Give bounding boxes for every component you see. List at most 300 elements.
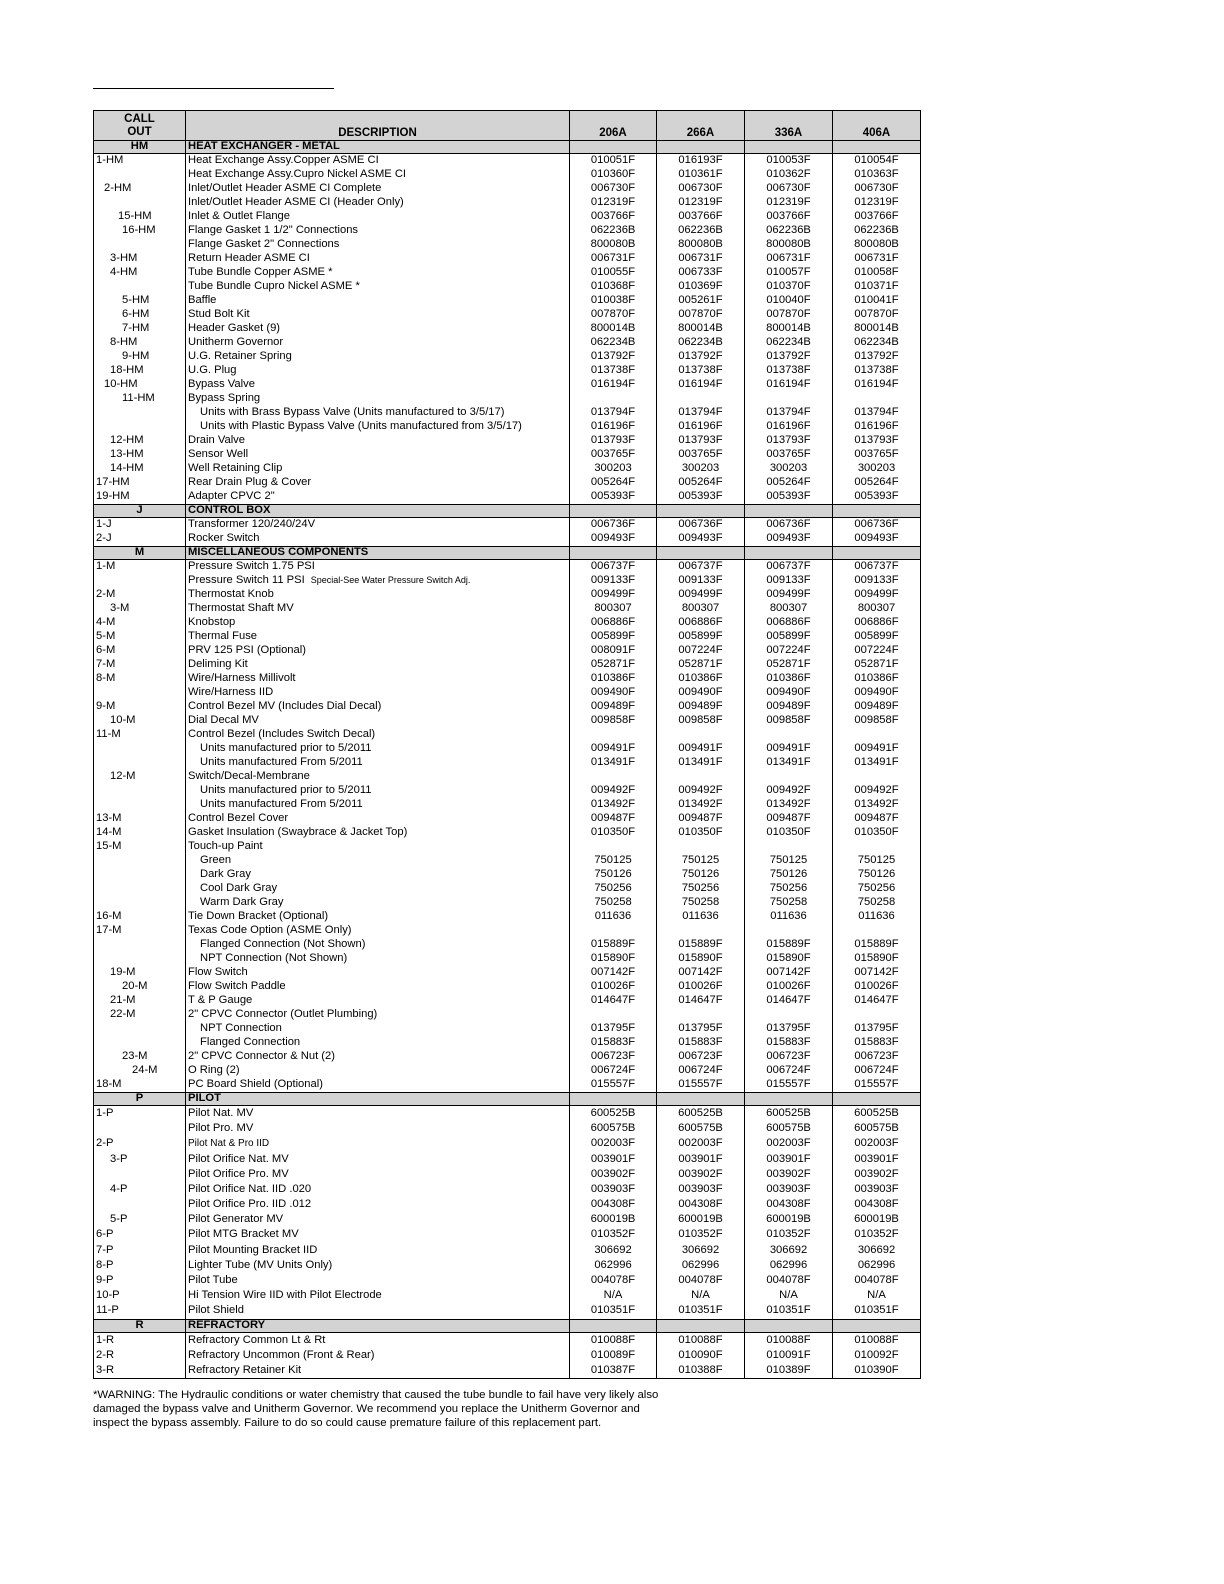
part-description: Lighter Tube (MV Units Only) bbox=[188, 1258, 333, 1271]
description-cell bbox=[186, 602, 570, 616]
part-number-206a: 015890F bbox=[570, 952, 657, 966]
part-number-406a: 306692 bbox=[833, 1243, 921, 1258]
call-out-code: 4-HM bbox=[110, 266, 138, 279]
part-description: Pilot Nat & Pro IID bbox=[188, 1138, 270, 1150]
call-out-code: 15-M bbox=[96, 840, 122, 853]
part-number-206a: 750126 bbox=[570, 868, 657, 882]
part-number-266a: 004078F bbox=[657, 1273, 745, 1288]
description-cell bbox=[186, 1197, 570, 1212]
part-description: 2" CPVC Connector & Nut (2) bbox=[188, 1050, 335, 1063]
part-number-406a: 062234B bbox=[833, 336, 921, 350]
part-description: Transformer 120/240/24V bbox=[188, 518, 316, 531]
part-number-206a: 015557F bbox=[570, 1078, 657, 1093]
call-out-code: 12-HM bbox=[110, 434, 144, 447]
table-row bbox=[94, 238, 921, 252]
part-number-206a bbox=[570, 770, 657, 784]
part-number-406a: 010054F bbox=[833, 154, 921, 169]
description-cell bbox=[186, 1228, 570, 1243]
call-out-cell bbox=[94, 1136, 186, 1151]
part-number-266a: 014647F bbox=[657, 994, 745, 1008]
part-number-406a bbox=[833, 728, 921, 742]
part-number-406a: 750258 bbox=[833, 896, 921, 910]
part-number-206a: 600019B bbox=[570, 1212, 657, 1227]
call-out-cell bbox=[94, 980, 186, 994]
part-description: Control Bezel Cover bbox=[188, 812, 289, 825]
part-number-206a: 006731F bbox=[570, 252, 657, 266]
call-out-header-line1: CALL bbox=[124, 113, 155, 125]
part-number-266a: 009490F bbox=[657, 686, 745, 700]
part-number-266a: 006724F bbox=[657, 1064, 745, 1078]
part-description: Green bbox=[200, 854, 232, 867]
description-cell bbox=[186, 630, 570, 644]
description-cell bbox=[186, 294, 570, 308]
table-row bbox=[94, 966, 921, 980]
call-out-header bbox=[94, 111, 186, 141]
part-number-336a bbox=[745, 840, 833, 854]
part-number-406a: 600575B bbox=[833, 1121, 921, 1136]
part-number-336a: 006724F bbox=[745, 1064, 833, 1078]
call-out-cell bbox=[94, 770, 186, 784]
part-description: Header Gasket (9) bbox=[188, 322, 281, 335]
part-number-406a: 003766F bbox=[833, 210, 921, 224]
call-out-cell bbox=[94, 406, 186, 420]
part-number-406a: 007142F bbox=[833, 966, 921, 980]
description-cell bbox=[186, 798, 570, 812]
table-row bbox=[94, 868, 921, 882]
part-description: Stud Bolt Kit bbox=[188, 308, 250, 321]
parts-table-body bbox=[94, 141, 921, 1379]
part-number-406a: 010058F bbox=[833, 266, 921, 280]
call-out-code: 2-P bbox=[96, 1137, 114, 1150]
part-number-206a: 010051F bbox=[570, 154, 657, 169]
part-number-206a: 306692 bbox=[570, 1243, 657, 1258]
description-header: DESCRIPTION bbox=[186, 111, 570, 141]
description-cell bbox=[186, 1212, 570, 1227]
part-number-266a: 006736F bbox=[657, 518, 745, 533]
part-number-406a: 010371F bbox=[833, 280, 921, 294]
call-out-cell bbox=[94, 1258, 186, 1273]
part-number-266a: 010361F bbox=[657, 168, 745, 182]
part-description: Pilot Pro. MV bbox=[188, 1122, 254, 1135]
part-number-206a bbox=[570, 840, 657, 854]
description-cell bbox=[186, 1064, 570, 1078]
call-out-cell bbox=[94, 476, 186, 490]
warning-line: inspect the bypass assembly. Failure to do so could cause premature failure of this replacement part. bbox=[93, 1417, 602, 1430]
part-number-406a: 015883F bbox=[833, 1036, 921, 1050]
description-cell bbox=[186, 224, 570, 238]
call-out-cell bbox=[94, 728, 186, 742]
table-row bbox=[94, 1363, 921, 1379]
section-empty-cell bbox=[745, 505, 833, 518]
table-row bbox=[94, 770, 921, 784]
part-number-206a: 013492F bbox=[570, 798, 657, 812]
table-row bbox=[94, 168, 921, 182]
part-number-266a: 009487F bbox=[657, 812, 745, 826]
part-description: Adapter CPVC 2" bbox=[188, 490, 275, 503]
part-number-406a: 013738F bbox=[833, 364, 921, 378]
part-number-406a: 013792F bbox=[833, 350, 921, 364]
call-out-cell bbox=[94, 1197, 186, 1212]
description-cell bbox=[186, 910, 570, 924]
description-cell bbox=[186, 532, 570, 547]
description-cell bbox=[186, 1136, 570, 1151]
part-description: Tube Bundle Copper ASME * bbox=[188, 266, 333, 279]
table-row bbox=[94, 714, 921, 728]
part-number-336a: 005264F bbox=[745, 476, 833, 490]
part-number-406a: 010390F bbox=[833, 1363, 921, 1379]
description-cell bbox=[186, 434, 570, 448]
part-number-336a: 015889F bbox=[745, 938, 833, 952]
call-out-cell bbox=[94, 658, 186, 672]
part-number-336a: 007870F bbox=[745, 308, 833, 322]
part-number-336a: 010088F bbox=[745, 1332, 833, 1348]
part-description: Dial Decal MV bbox=[188, 714, 259, 727]
description-cell bbox=[186, 700, 570, 714]
part-number-336a bbox=[745, 392, 833, 406]
call-out-code: 3-P bbox=[110, 1152, 128, 1165]
part-number-336a: 005899F bbox=[745, 630, 833, 644]
call-out-cell bbox=[94, 616, 186, 630]
section-empty-cell bbox=[833, 1319, 921, 1332]
call-out-cell bbox=[94, 700, 186, 714]
table-row bbox=[94, 938, 921, 952]
call-out-code: 9-HM bbox=[122, 350, 150, 363]
table-row bbox=[94, 1050, 921, 1064]
description-cell bbox=[186, 252, 570, 266]
part-description: Wire/Harness IID bbox=[188, 686, 274, 699]
part-number-336a: 750258 bbox=[745, 896, 833, 910]
part-description: Pressure Switch 1.75 PSI bbox=[188, 560, 315, 573]
part-number-406a: 015890F bbox=[833, 952, 921, 966]
description-cell bbox=[186, 392, 570, 406]
part-number-206a: 010088F bbox=[570, 1332, 657, 1348]
part-number-336a: 010026F bbox=[745, 980, 833, 994]
call-out-cell bbox=[94, 952, 186, 966]
part-description: Touch-up Paint bbox=[188, 840, 263, 853]
part-number-406a: 750256 bbox=[833, 882, 921, 896]
part-description: Flanged Connection bbox=[200, 1036, 301, 1049]
part-number-336a: 010350F bbox=[745, 826, 833, 840]
call-out-code: 14-M bbox=[96, 826, 122, 839]
part-number-336a: 010362F bbox=[745, 168, 833, 182]
call-out-cell bbox=[94, 868, 186, 882]
part-number-266a: 010351F bbox=[657, 1303, 745, 1319]
part-number-266a: 003766F bbox=[657, 210, 745, 224]
part-number-266a: 750125 bbox=[657, 854, 745, 868]
part-number-336a: 800080B bbox=[745, 238, 833, 252]
call-out-cell bbox=[94, 630, 186, 644]
part-number-206a: 010360F bbox=[570, 168, 657, 182]
part-number-336a: 300203 bbox=[745, 462, 833, 476]
part-number-266a: 006723F bbox=[657, 1050, 745, 1064]
part-number-336a: 016196F bbox=[745, 420, 833, 434]
part-number-266a: 052871F bbox=[657, 658, 745, 672]
table-row bbox=[94, 658, 921, 672]
part-number-266a: 800080B bbox=[657, 238, 745, 252]
part-number-406a: 800080B bbox=[833, 238, 921, 252]
call-out-cell bbox=[94, 756, 186, 770]
part-number-336a: 007224F bbox=[745, 644, 833, 658]
part-number-266a: 013792F bbox=[657, 350, 745, 364]
part-number-266a: 750256 bbox=[657, 882, 745, 896]
call-out-cell bbox=[94, 420, 186, 434]
part-number-266a: 013492F bbox=[657, 798, 745, 812]
table-row bbox=[94, 1152, 921, 1167]
table-row bbox=[94, 490, 921, 505]
part-number-206a: 003766F bbox=[570, 210, 657, 224]
part-number-336a: 003903F bbox=[745, 1182, 833, 1197]
part-number-406a: 014647F bbox=[833, 994, 921, 1008]
description-cell bbox=[186, 882, 570, 896]
call-out-cell bbox=[94, 448, 186, 462]
part-number-336a: 002003F bbox=[745, 1136, 833, 1151]
warning-line: damaged the bypass valve and Unitherm Governor. We recommend you replace the Unitherm Governor and bbox=[93, 1403, 640, 1416]
table-row bbox=[94, 686, 921, 700]
part-number-266a: 800307 bbox=[657, 602, 745, 616]
call-out-cell bbox=[94, 896, 186, 910]
description-cell bbox=[186, 364, 570, 378]
section-empty-cell bbox=[657, 505, 745, 518]
part-number-206a: 013794F bbox=[570, 406, 657, 420]
part-number-206a: 006724F bbox=[570, 1064, 657, 1078]
call-out-cell bbox=[94, 350, 186, 364]
part-number-406a: N/A bbox=[833, 1288, 921, 1303]
part-number-406a: 010088F bbox=[833, 1332, 921, 1348]
part-number-206a: 800014B bbox=[570, 322, 657, 336]
description-cell bbox=[186, 336, 570, 350]
part-description: Control Bezel MV (Includes Dial Decal) bbox=[188, 700, 382, 713]
part-number-406a bbox=[833, 392, 921, 406]
call-out-cell bbox=[94, 154, 186, 169]
part-description: Pilot Tube bbox=[188, 1274, 238, 1287]
part-number-406a: 005264F bbox=[833, 476, 921, 490]
part-number-406a bbox=[833, 1008, 921, 1022]
part-number-206a: 750256 bbox=[570, 882, 657, 896]
part-number-206a: 009499F bbox=[570, 588, 657, 602]
part-number-406a: 009858F bbox=[833, 714, 921, 728]
part-number-336a: 009490F bbox=[745, 686, 833, 700]
part-number-336a: 306692 bbox=[745, 1243, 833, 1258]
part-number-266a bbox=[657, 392, 745, 406]
part-number-206a bbox=[570, 924, 657, 938]
part-number-336a: 010370F bbox=[745, 280, 833, 294]
part-number-206a: 600575B bbox=[570, 1121, 657, 1136]
section-empty-cell bbox=[745, 547, 833, 560]
description-cell bbox=[186, 518, 570, 533]
table-row bbox=[94, 630, 921, 644]
call-out-code: 3-HM bbox=[110, 252, 138, 265]
part-number-266a: 010090F bbox=[657, 1348, 745, 1363]
part-number-406a: 011636 bbox=[833, 910, 921, 924]
call-out-cell bbox=[94, 574, 186, 588]
part-number-266a: 009858F bbox=[657, 714, 745, 728]
part-number-266a: 750126 bbox=[657, 868, 745, 882]
description-cell bbox=[186, 1078, 570, 1093]
part-number-336a: 015890F bbox=[745, 952, 833, 966]
part-number-406a: 600019B bbox=[833, 1212, 921, 1227]
part-number-206a: 015883F bbox=[570, 1036, 657, 1050]
part-number-206a: 016194F bbox=[570, 378, 657, 392]
call-out-cell bbox=[94, 938, 186, 952]
table-row bbox=[94, 882, 921, 896]
part-number-406a: 300203 bbox=[833, 462, 921, 476]
description-cell bbox=[186, 686, 570, 700]
part-number-336a: 010040F bbox=[745, 294, 833, 308]
table-row bbox=[94, 1243, 921, 1258]
part-number-206a: 012319F bbox=[570, 196, 657, 210]
call-out-cell bbox=[94, 308, 186, 322]
table-row bbox=[94, 1258, 921, 1273]
part-number-336a: 006730F bbox=[745, 182, 833, 196]
part-number-266a: 010388F bbox=[657, 1363, 745, 1379]
part-number-336a: 006731F bbox=[745, 252, 833, 266]
description-cell bbox=[186, 980, 570, 994]
part-number-206a: 003903F bbox=[570, 1182, 657, 1197]
part-number-206a: 011636 bbox=[570, 910, 657, 924]
part-number-406a: 016196F bbox=[833, 420, 921, 434]
part-number-266a: 009489F bbox=[657, 700, 745, 714]
description-cell bbox=[186, 378, 570, 392]
table-row bbox=[94, 350, 921, 364]
part-number-266a: 010352F bbox=[657, 1228, 745, 1243]
call-out-code: 9-P bbox=[96, 1274, 114, 1287]
section-empty-cell bbox=[657, 1093, 745, 1106]
call-out-code: 23-M bbox=[122, 1050, 148, 1063]
part-number-266a: 005899F bbox=[657, 630, 745, 644]
part-description: Inlet/Outlet Header ASME CI Complete bbox=[188, 182, 382, 195]
description-cell bbox=[186, 350, 570, 364]
part-number-266a bbox=[657, 924, 745, 938]
part-number-266a: 600575B bbox=[657, 1121, 745, 1136]
part-description: Unitherm Governor bbox=[188, 336, 284, 349]
description-cell bbox=[186, 938, 570, 952]
table-row bbox=[94, 182, 921, 196]
call-out-cell bbox=[94, 1036, 186, 1050]
part-number-406a bbox=[833, 840, 921, 854]
call-out-code: 9-M bbox=[96, 700, 116, 713]
description-cell bbox=[186, 616, 570, 630]
part-number-266a: 009493F bbox=[657, 532, 745, 547]
part-description: Pilot Orifice Pro. MV bbox=[188, 1167, 289, 1180]
part-number-336a bbox=[745, 1008, 833, 1022]
part-description: Gasket Insulation (Swaybrace & Jacket Top) bbox=[188, 826, 408, 839]
call-out-cell bbox=[94, 966, 186, 980]
part-description: Pilot MTG Bracket MV bbox=[188, 1228, 299, 1241]
call-out-cell bbox=[94, 532, 186, 547]
part-number-406a: 009489F bbox=[833, 700, 921, 714]
part-number-206a: 600525B bbox=[570, 1106, 657, 1122]
part-number-406a: 012319F bbox=[833, 196, 921, 210]
part-number-266a: 004308F bbox=[657, 1197, 745, 1212]
part-number-336a: 010389F bbox=[745, 1363, 833, 1379]
call-out-cell bbox=[94, 714, 186, 728]
part-number-336a: 004308F bbox=[745, 1197, 833, 1212]
part-number-266a: 007224F bbox=[657, 644, 745, 658]
part-description: Units manufactured From 5/2011 bbox=[200, 756, 363, 769]
part-number-406a: 007870F bbox=[833, 308, 921, 322]
call-out-code: 5-HM bbox=[122, 294, 150, 307]
table-row bbox=[94, 672, 921, 686]
part-number-336a: 003902F bbox=[745, 1167, 833, 1182]
part-description: Sensor Well bbox=[188, 448, 249, 461]
call-out-cell bbox=[94, 462, 186, 476]
table-row bbox=[94, 364, 921, 378]
part-number-336a: 003765F bbox=[745, 448, 833, 462]
part-number-336a: 004078F bbox=[745, 1273, 833, 1288]
part-number-336a: 062996 bbox=[745, 1258, 833, 1273]
part-number-406a: 009499F bbox=[833, 588, 921, 602]
description-cell bbox=[186, 784, 570, 798]
part-number-266a: 009133F bbox=[657, 574, 745, 588]
part-number-336a: 062236B bbox=[745, 224, 833, 238]
section-code: J bbox=[94, 505, 186, 518]
description-cell bbox=[186, 994, 570, 1008]
section-empty-cell bbox=[657, 141, 745, 154]
table-row bbox=[94, 994, 921, 1008]
part-number-206a: 300203 bbox=[570, 462, 657, 476]
part-number-406a: 005393F bbox=[833, 490, 921, 505]
part-description: Thermal Fuse bbox=[188, 630, 258, 643]
part-description: Thermostat Knob bbox=[188, 588, 274, 601]
part-number-266a: 600525B bbox=[657, 1106, 745, 1122]
part-number-336a: 009133F bbox=[745, 574, 833, 588]
table-row bbox=[94, 1036, 921, 1050]
description-cell bbox=[186, 280, 570, 294]
part-number-206a: 005264F bbox=[570, 476, 657, 490]
call-out-cell bbox=[94, 322, 186, 336]
part-description: NPT Connection (Not Shown) bbox=[200, 952, 348, 965]
part-number-406a: 009490F bbox=[833, 686, 921, 700]
table-row bbox=[94, 392, 921, 406]
part-number-336a: 009489F bbox=[745, 700, 833, 714]
part-number-266a: 016196F bbox=[657, 420, 745, 434]
call-out-cell bbox=[94, 588, 186, 602]
part-number-206a: 002003F bbox=[570, 1136, 657, 1151]
part-number-206a bbox=[570, 728, 657, 742]
part-number-406a: 010350F bbox=[833, 826, 921, 840]
table-row bbox=[94, 574, 921, 588]
part-number-406a: 006886F bbox=[833, 616, 921, 630]
part-number-206a: 750258 bbox=[570, 896, 657, 910]
part-number-266a: 006731F bbox=[657, 252, 745, 266]
table-row bbox=[94, 462, 921, 476]
table-row bbox=[94, 588, 921, 602]
call-out-code: 22-M bbox=[110, 1008, 136, 1021]
section-title: HEAT EXCHANGER - METAL bbox=[186, 141, 570, 154]
call-out-cell bbox=[94, 686, 186, 700]
part-number-336a: 009487F bbox=[745, 812, 833, 826]
part-number-206a: 013792F bbox=[570, 350, 657, 364]
table-row bbox=[94, 756, 921, 770]
part-number-406a: 015557F bbox=[833, 1078, 921, 1093]
description-cell bbox=[186, 1106, 570, 1122]
call-out-header-line2: OUT bbox=[127, 126, 152, 138]
section-code: M bbox=[94, 547, 186, 560]
part-number-406a: 800307 bbox=[833, 602, 921, 616]
part-number-336a: 010352F bbox=[745, 1228, 833, 1243]
part-number-336a: 010091F bbox=[745, 1348, 833, 1363]
part-number-266a: 011636 bbox=[657, 910, 745, 924]
part-number-206a: 010387F bbox=[570, 1363, 657, 1379]
section-empty-cell bbox=[833, 1093, 921, 1106]
part-number-266a: 003765F bbox=[657, 448, 745, 462]
part-number-406a: 013492F bbox=[833, 798, 921, 812]
part-number-206a: 010352F bbox=[570, 1228, 657, 1243]
call-out-cell bbox=[94, 364, 186, 378]
part-description: Inlet & Outlet Flange bbox=[188, 210, 290, 223]
part-number-206a bbox=[570, 1008, 657, 1022]
table-row bbox=[94, 924, 921, 938]
